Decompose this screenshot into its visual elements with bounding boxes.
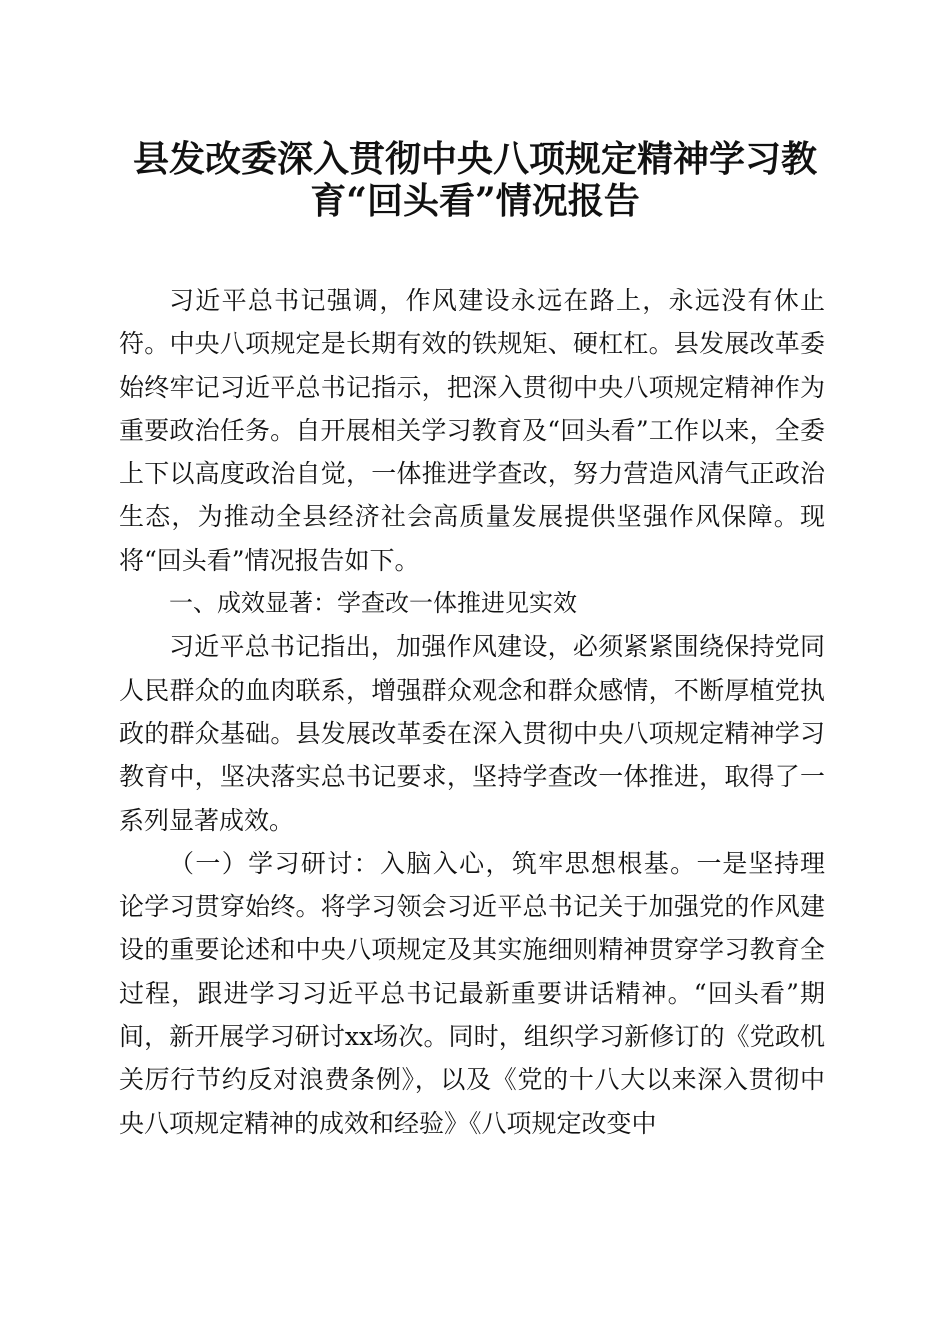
- document-title: [110, 138, 840, 222]
- title-line-2: 育“回头看”情况报告: [310, 180, 640, 222]
- subsection-1-paragraph: [119, 842, 825, 1145]
- title-line-1: 县发改委深入贯彻中央八项规定精神学习教: [132, 138, 817, 180]
- intro-paragraph: 习近平总书记强调，作风建设永远在路上，永远没有休止符。中央八项规定是长期有效的铁规矩、硬杠杠。县发展改革委始终牢记习近平总书记指示，把深入贯彻中央八项规定精神作为重要政治任务。自开展相关学习教育及“回头看”工作以来，全委上下以高度政治自觉，一体推进学查改，努力营造风清气正政治生态，为推动全县经济社会高质量发展提供坚强作风保障。现将“回头看”情况报告如下。: [119, 286, 825, 575]
- subsection-1-label: （一）学习研讨：入脑入心，筑牢思想根基。: [169, 848, 697, 878]
- subsection-1-text: 一是坚持理论学习贯穿始终。将学习领会习近平总书记关于加强党的作风建设的重要论述和中央八项规定及其实施细则精神贯穿学习教育全过程，跟进学习习近平总书记最新重要讲话精神。“回头看”期间，新开展学习研讨xx场次。同时，组织学习新修订的《党政机关厉行节约反对浪费条例》，以及《党的十八大以来深入贯彻中央八项规定精神的成效和经验》《八项规定改变中: [119, 848, 825, 1138]
- document-body: [119, 279, 825, 1145]
- section-1-paragraph: 习近平总书记指出，加强作风建设，必须紧紧围绕保持党同人民群众的血肉联系，增强群众观念和群众感情，不断厚植党执政的群众基础。县发展改革委在深入贯彻中央八项规定精神学习教育中，坚决落实总书记要求，坚持学查改一体推进，取得了一系列显著成效。: [119, 632, 825, 835]
- section-1-heading: 一、成效显著：学查改一体推进见实效: [169, 589, 577, 618]
